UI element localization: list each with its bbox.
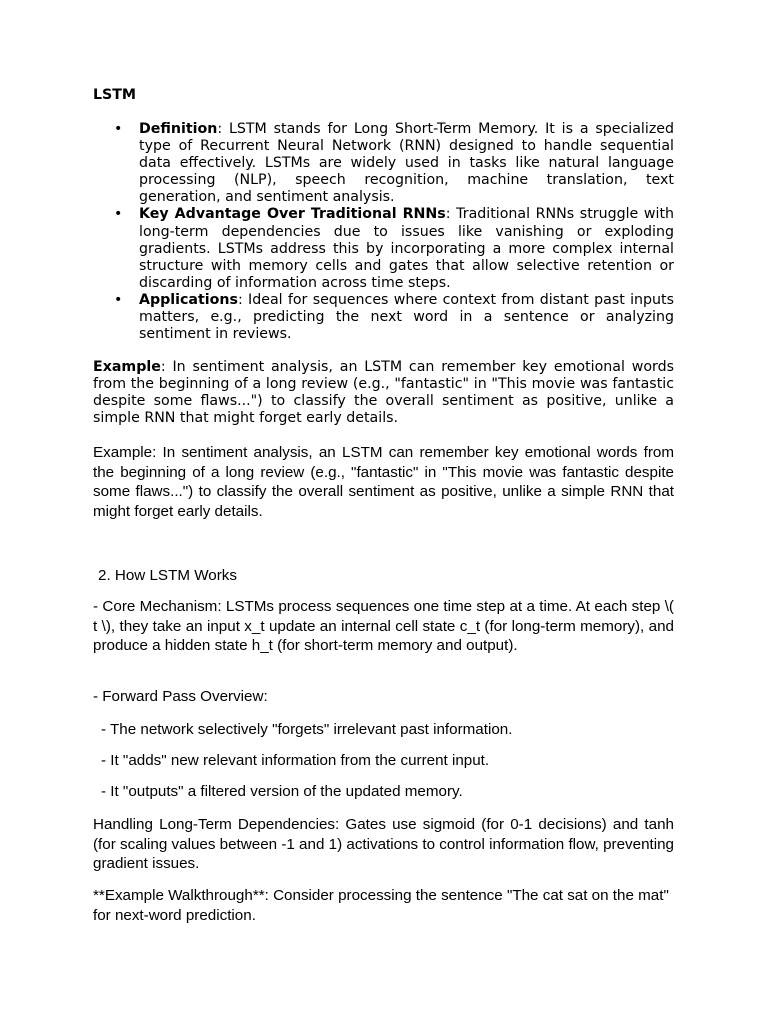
bullet-label: Key Advantage Over Traditional RNNs: [139, 206, 446, 223]
document-heading: LSTM: [93, 87, 137, 103]
example-paragraph-bold: [93, 359, 674, 427]
bullet-applications: [93, 292, 674, 343]
bullet-key-advantage: [93, 206, 674, 291]
bullet-dot-icon: •: [114, 206, 123, 223]
bullet-dot-icon: •: [114, 291, 123, 308]
forward-pass-item: - The network selectively "forgets" irrelevant past information.: [101, 721, 513, 738]
bullet-label: Applications: [139, 291, 238, 308]
example-walkthrough-paragraph: **Example Walkthrough**: Consider processing the sentence "The cat sat on the mat" for next-word prediction.: [93, 887, 669, 924]
example-text: : In sentiment analysis, an LSTM can remember key emotional words from the beginning of a long review (e.g., "fantastic" in "This movie was fantastic despite some flaws...") to classify the overall sentiment as positive, unlike a simple RNN that might forget early details.: [93, 359, 674, 427]
bullet-definition: [93, 121, 674, 206]
bullet-text: : Ideal for sequences where context from distant past inputs matters, e.g., predicting the next word in a sentence or analyzing sentiment in reviews.: [139, 291, 674, 343]
bullet-label: Definition: [139, 121, 218, 137]
bullet-dot-icon: •: [114, 121, 123, 137]
bullet-text: : Traditional RNNs struggle with long-term dependencies due to issues like vanishing or exploding gradients. LSTMs address this by incorporating a more complex internal structure with memory cells and gates that allow selective retention or discarding of information across time steps.: [139, 206, 674, 291]
section-title: 2. How LSTM Works: [98, 567, 237, 584]
handling-dependencies-paragraph: Handling Long-Term Dependencies: Gates use sigmoid (for 0-1 decisions) and tanh (for scaling values between -1 and 1) activations to control information flow, preventing gradient issues.: [93, 816, 674, 873]
example-paragraph-plain: Example: In sentiment analysis, an LSTM can remember key emotional words from the beginning of a long review (e.g., "fantastic" in "This movie was fantastic despite some flaws...") to classify the overall sentiment as positive, unlike a simple RNN that might forget early details.: [93, 444, 674, 520]
forward-pass-overview: - Forward Pass Overview:: [93, 688, 268, 705]
core-mechanism-paragraph: - Core Mechanism: LSTMs process sequences one time step at a time. At each step \( t \), they take an input x_t update an internal cell state c_t (for long-term memory), and produce a hidden state h_t (for short-term memory and output).: [93, 598, 674, 655]
definition-bullet-list: [93, 121, 674, 343]
forward-pass-item: - It "outputs" a filtered version of the updated memory.: [101, 783, 463, 800]
bullet-text: : LSTM stands for Long Short-Term Memory. It is a specialized type of Recurrent Neural Network (RNN) designed to handle sequential data effectively. LSTMs are widely used in tasks like natural language processing (NLP), speech recognition, machine translation, text generation, and sentiment analysis.: [139, 121, 674, 206]
example-label: Example: [93, 359, 161, 375]
forward-pass-item: - It "adds" new relevant information from the current input.: [101, 752, 490, 769]
